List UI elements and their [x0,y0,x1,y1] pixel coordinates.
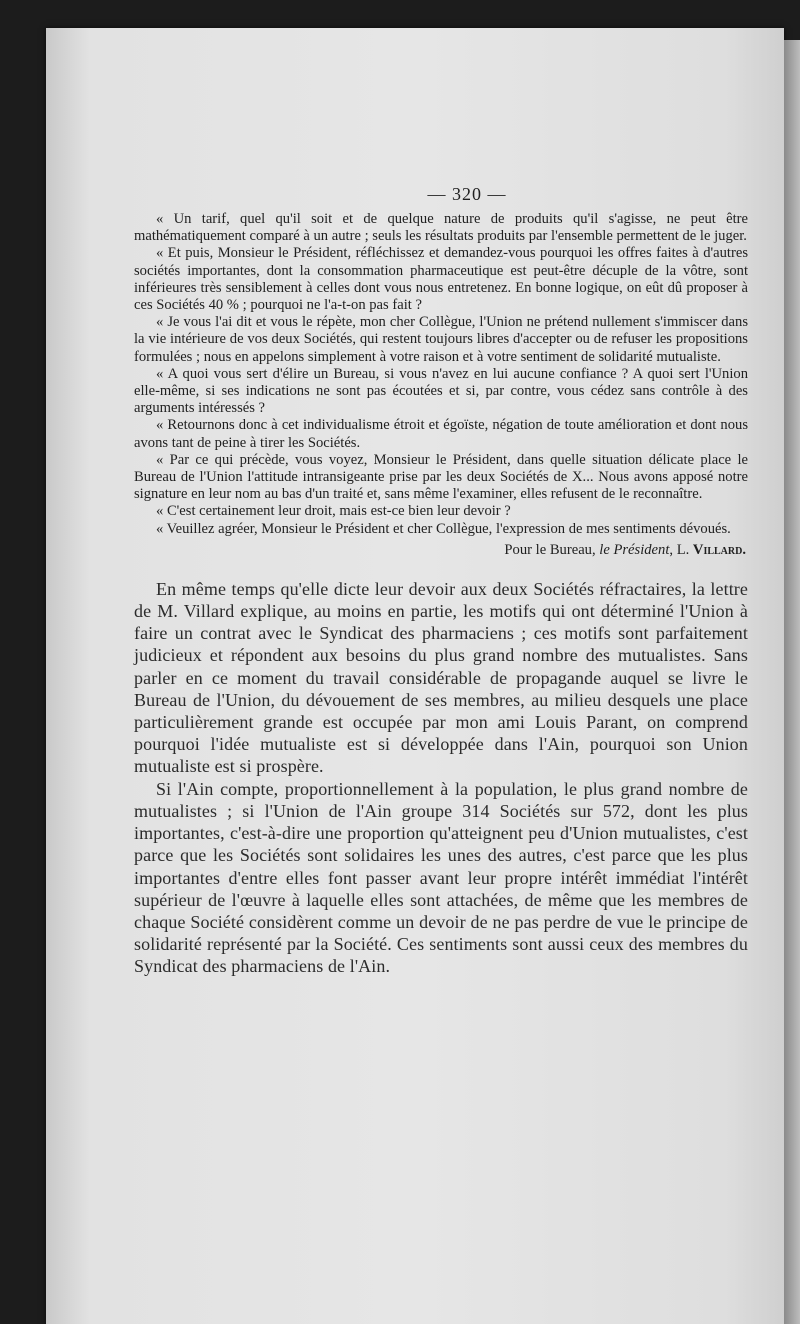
page-content [134,156,748,978]
letter-paragraph: « C'est certainement leur droit, mais est-ce bien leur devoir ? [156,503,511,520]
letter-paragraph: « Veuillez agréer, Monsieur le Président et cher Collègue, l'expression de mes sentiments dévoués. [156,520,731,537]
main-text [134,578,748,978]
letter-paragraph: « Par ce qui précède, vous voyez, Monsieur le Président, dans quelle situation délicate place le Bureau de l'Union l'attitude intransigeante prise par les deux Sociétés de X... Nous avons apposé notre signature en leur nom au bas d'un traité et, sans même l'examiner, elles refusent de le reconnaître. [134,451,748,503]
letter-paragraph: « Je vous l'ai dit et vous le répète, mon cher Collègue, l'Union ne prétend nullement s'immiscer dans la vie intérieure de vos deux Sociétés, qui restent toujours libres d'accepter ou de refuser les propositions formulées ; nous en appelons simplement à votre raison et à votre sentiment de solidarité mutualiste. [134,314,748,365]
letter-paragraph: « Un tarif, quel qu'il soit et de quelque nature de produits qu'il s'agisse, ne peut être mathématiquement comparé à un autre ; seuls les résultats produits par l'ensemble permettent de le juger. [134,211,748,245]
signature-role: le Président [599,541,670,558]
body-paragraph: Si l'Ain compte, proportionnellement à la population, le plus grand nombre de mutualistes ; si l'Union de l'Ain groupe 314 Sociétés sur 572, dont les plus importantes, c'est-à-dire une proportion qu'atteignent peu d'Union mutualistes, c'est parce que les Sociétés sont solidaires les unes des autres, c'est parce que les plus importantes d'entre elles font passer avant leur propre intérêt immédiat l'intérêt supérieur de l'œuvre à laquelle elles sont attachées, de même que les membres de chaque Société considèrent comme un devoir de ne pas perdre de vue le principe de solidarité représenté par la Société. Ces sentiments sont aussi ceux des membres du Syndicat des pharmaciens de l'Ain. [134,778,748,977]
adjacent-page-edge [784,40,800,1324]
page-number: — 320 — [427,184,507,204]
signature-separator: , L. [669,541,693,558]
letter-paragraph: « Retournons donc à cet individualisme étroit et égoïste, négation de toute amélioration et dont nous avons tant de peine à tirer les Sociétés. [134,417,748,451]
signature-name: Villard. [692,541,746,558]
quoted-letter [134,211,748,538]
signature-prefix: Pour le Bureau, [504,541,600,558]
letter-signature [134,540,748,560]
body-paragraph: En même temps qu'elle dicte leur devoir aux deux Sociétés réfractaires, la lettre de M. Villard explique, au moins en partie, les motifs qui ont déterminé l'Union à faire un contrat avec le Syndicat des pharmaciens ; ces motifs sont parfaitement judicieux et répondent aux besoins du plus grand nombre des mutualistes. Sans parler en ce moment du travail considérable de propagande auquel se livre le Bureau de l'Union, du dévouement de ses membres, au milieu desquels une place particulièrement grande est occupée par mon ami Louis Parant, on comprend pourquoi l'idée mutualiste est si développée dans l'Ain, pourquoi son Union mutualiste est si prospère. [134,578,748,777]
letter-paragraph: « Et puis, Monsieur le Président, réfléchissez et demandez-vous pourquoi les offres faites à d'autres sociétés importantes, dont la consommation pharmaceutique est peut-être décuple de la vôtre, sont inférieures très sensiblement à celles dont vous nous entretenez. En bonne logique, on eût dû proposer à ces Sociétés 40 % ; pourquoi ne l'a-t-on pas fait ? [134,245,748,314]
letter-paragraph: « A quoi vous sert d'élire un Bureau, si vous n'avez en lui aucune confiance ? A quoi sert l'Union elle-même, si ses indications ne sont pas écoutées et si, par contre, vous cédez sans contrôle à des arguments intéressés ? [134,365,748,417]
